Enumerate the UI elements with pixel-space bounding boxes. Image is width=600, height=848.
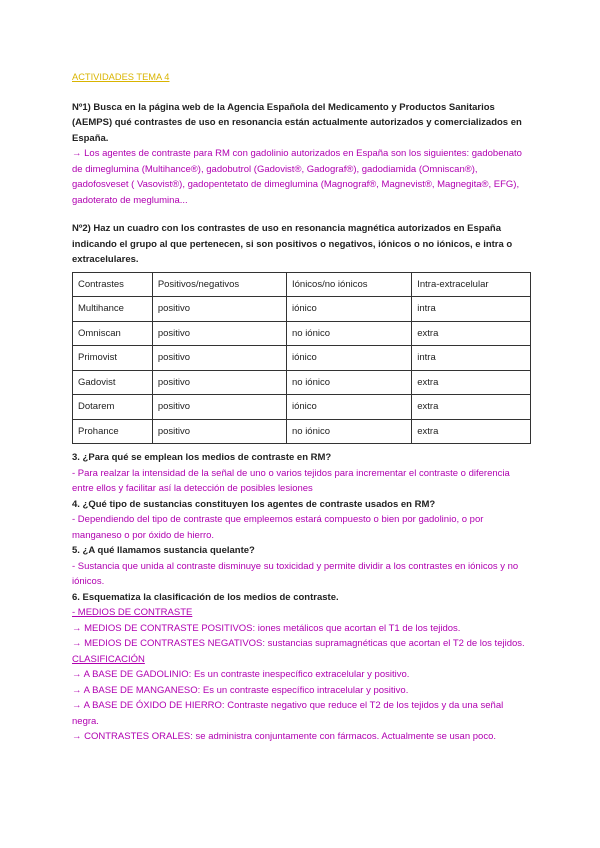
- table-cell: extra: [412, 321, 531, 346]
- table-cell: iónico: [286, 395, 411, 420]
- table-header: Intra-extracelular: [412, 272, 531, 297]
- table-cell: intra: [412, 346, 531, 371]
- table-header-row: [73, 272, 531, 297]
- answer-3: - Para realzar la intensidad de la señal de uno o varios tejidos para incrementar el contraste o diferencia entre ellos y facilitar así la detección de posibles lesiones: [72, 467, 510, 494]
- table-header: Iónicos/no iónicos: [286, 272, 411, 297]
- document-page: [72, 70, 532, 745]
- table-header: Positivos/negativos: [152, 272, 286, 297]
- table-cell: intra: [412, 297, 531, 322]
- table-cell: positivo: [152, 370, 286, 395]
- answer-1: → Los agentes de contraste para RM con gadolinio autorizados en España son los siguientes: gadobenato de dimeglumina (Multihance®), gadobutrol (Gadovist®, Gadograf®), gadodiamida (Omniscan®), gadofosveset ( Vasovist®), gadopentetato de dimeglumina (Magnograf®, Magnevist®, Magnegita®, EFG), gadoterato de meglumina...: [72, 148, 522, 206]
- table-cell: iónico: [286, 297, 411, 322]
- table-cell: extra: [412, 370, 531, 395]
- question-1-number: Nº1): [72, 101, 91, 113]
- table-cell: positivo: [152, 321, 286, 346]
- table-row: [73, 346, 531, 371]
- table-row: [73, 395, 531, 420]
- list-item: → A BASE DE ÓXIDO DE HIERRO: Contraste negativo que reduce el T2 de los tejidos y da una señal negra.: [72, 700, 504, 727]
- answer-5: - Sustancia que unida al contraste disminuye su toxicidad y permite dividir a los contrastes en iónicos y no iónicos.: [72, 560, 519, 587]
- question-6: 6. Esquematiza la clasificación de los medios de contraste.: [72, 591, 339, 603]
- list-item: → MEDIOS DE CONTRASTE POSITIVOS: iones metálicos que acortan el T1 de los tejidos.: [72, 622, 461, 634]
- table-row: [73, 297, 531, 322]
- list-item: → CONTRASTES ORALES: se administra conjuntamente con fármacos. Actualmente se usan poco.: [72, 731, 496, 742]
- question-1-text: Busca en la página web de la Agencia Española del Medicamento y Productos Sanitarios (AEMPS) qué contrastes de uso en resonancia están actualmente autorizados y comercializados en España.: [72, 101, 522, 144]
- list-item: → A BASE DE MANGANESO: Es un contraste específico intracelular y positivo.: [72, 684, 409, 696]
- question-3: 3. ¿Para qué se emplean los medios de contraste en RM?: [72, 452, 332, 463]
- table-cell: Dotarem: [73, 395, 153, 420]
- table-row: [73, 370, 531, 395]
- section-title-clasificacion: CLASIFICACIÓN: [72, 653, 145, 665]
- table-cell: positivo: [152, 297, 286, 322]
- list-item: → A BASE DE GADOLINIO: Es un contraste inespecífico extracelular y positivo.: [72, 669, 410, 680]
- table-cell: extra: [412, 395, 531, 420]
- table-cell: Primovist: [73, 346, 153, 371]
- contrast-table: [72, 272, 531, 445]
- table-cell: positivo: [152, 395, 286, 420]
- table-row: [73, 321, 531, 346]
- table-cell: positivo: [152, 419, 286, 444]
- page-title: ACTIVIDADES TEMA 4: [72, 72, 170, 82]
- question-5: 5. ¿A qué llamamos sustancia quelante?: [72, 545, 255, 556]
- question-2: [72, 221, 532, 268]
- table-cell: Gadovist: [73, 370, 153, 395]
- list-item: → MEDIOS DE CONTRASTES NEGATIVOS: sustancias supramagnéticas que acortan el T2 de los tejidos.: [72, 638, 525, 649]
- answer-4: - Dependiendo del tipo de contraste que empleemos estará compuesto o bien por gadolinio, o por manganeso o por óxido de hierro.: [72, 514, 484, 541]
- table-cell: no iónico: [286, 321, 411, 346]
- table-cell: Prohance: [73, 419, 153, 444]
- table-row: [73, 419, 531, 444]
- table-cell: Omniscan: [73, 321, 153, 346]
- question-2-text: Haz un cuadro con los contrastes de uso en resonancia magnética autorizados en España indicando el grupo al que pertenecen, si son positivos o negativos, iónicos o no iónicos, e intra o extracelulares.: [72, 223, 513, 265]
- question-2-number: Nº2): [72, 223, 91, 234]
- table-cell: extra: [412, 419, 531, 444]
- table-cell: positivo: [152, 346, 286, 371]
- table-cell: no iónico: [286, 419, 411, 444]
- table-cell: no iónico: [286, 370, 411, 395]
- table-header: Contrastes: [73, 272, 153, 297]
- section-title-medios: - MEDIOS DE CONTRASTE: [72, 607, 193, 618]
- table-cell: Multihance: [73, 297, 153, 322]
- table-cell: iónico: [286, 346, 411, 371]
- question-1: [72, 100, 532, 147]
- question-4: 4. ¿Qué tipo de sustancias constituyen los agentes de contraste usados en RM?: [72, 498, 436, 510]
